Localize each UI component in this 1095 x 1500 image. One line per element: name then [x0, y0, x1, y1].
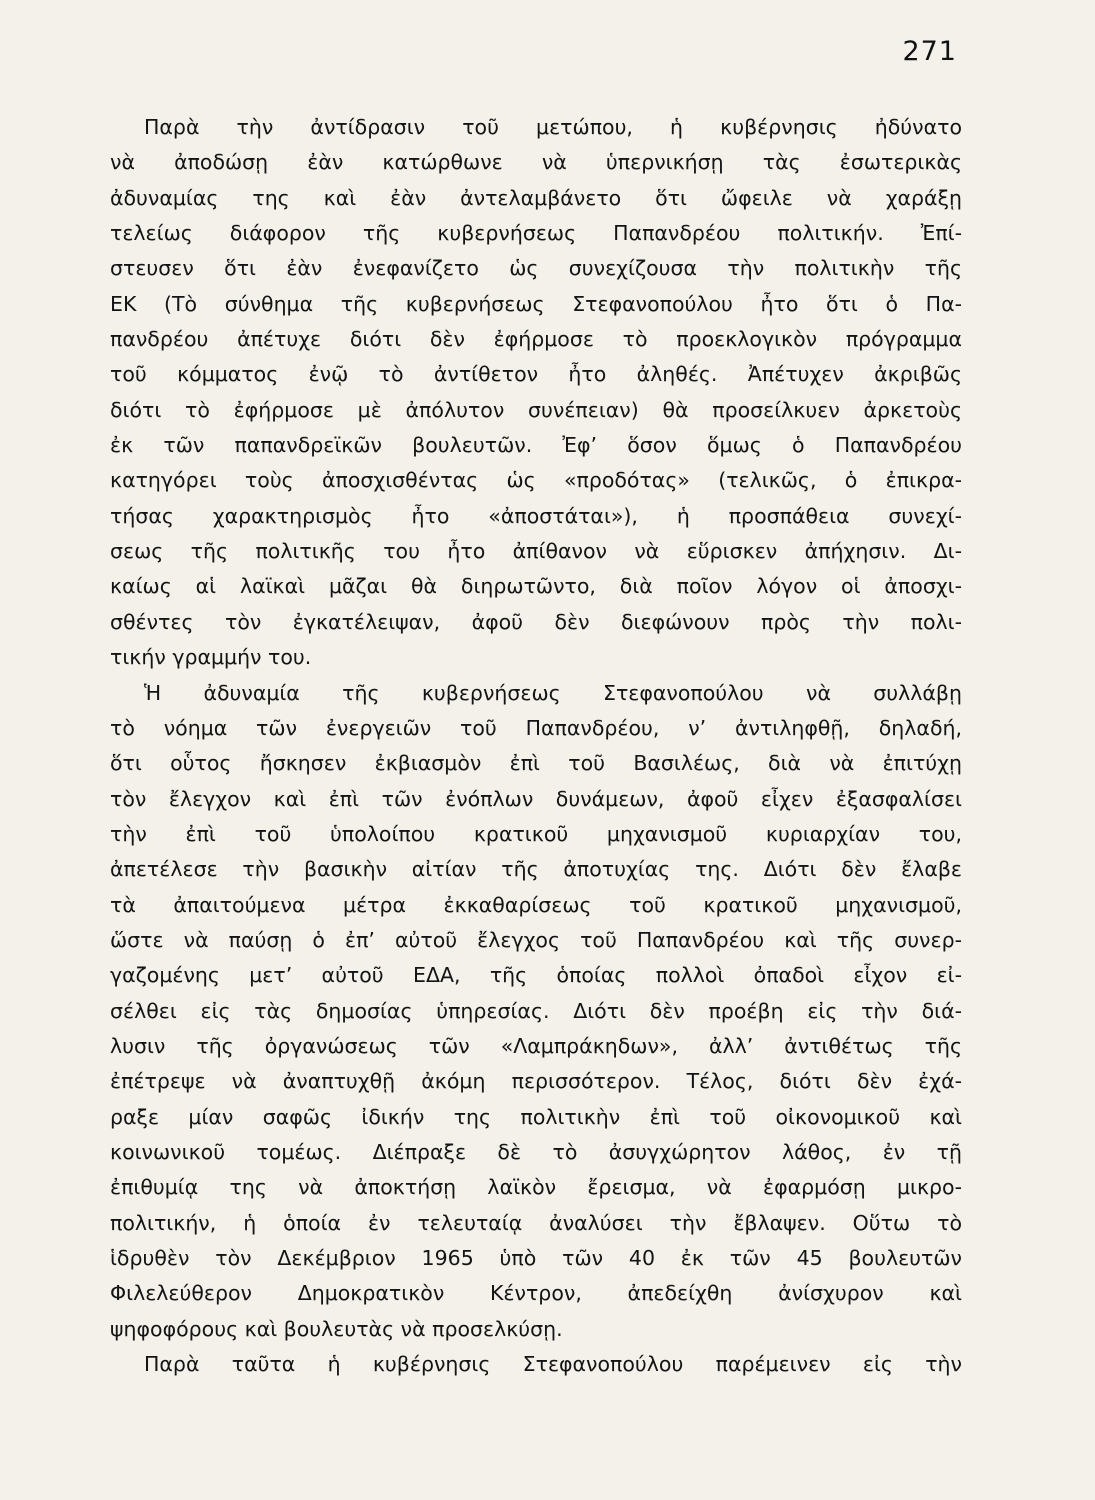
text-line: καίως αἱ λαϊκαὶ μᾶζαι θὰ διηρωτῶντο, διὰ ποῖον λόγον οἱ ἀποσχι-	[110, 574, 962, 599]
text-line: κατηγόρει τοὺς ἀποσχισθέντας ὡς «προδότας» (τελικῶς, ὁ ἐπικρα-	[110, 468, 962, 493]
text-line: Ἡ ἀδυναμία τῆς κυβερνήσεως Στεφανοπούλου νὰ συλλάβῃ	[144, 680, 962, 705]
text-line: τὸν ἔλεγχον καὶ ἐπὶ τῶν ἐνόπλων δυνάμεων, ἀφοῦ εἶχεν ἐξασφαλίσει	[110, 786, 962, 811]
text-line: διότι τὸ ἐφήρμοσε μὲ ἀπόλυτον συνέπειαν) θὰ προσείλκυεν ἀρκετοὺς	[110, 397, 962, 422]
text-line: ἐπιθυμίᾳ της νὰ ἀποκτήσῃ λαϊκὸν ἔρεισμα, νὰ ἐφαρμόσῃ μικρο-	[110, 1175, 962, 1200]
text-line: ὥστε νὰ παύσῃ ὁ ἐπ’ αὐτοῦ ἔλεγχος τοῦ Παπανδρέου καὶ τῆς συνερ-	[110, 927, 962, 952]
text-line: κοινωνικοῦ τομέως. Διέπραξε δὲ τὸ ἀσυγχώρητον λάθος, ἐν τῇ	[110, 1139, 962, 1164]
text-line: ὅτι οὗτος ἤσκησεν ἐκβιασμὸν ἐπὶ τοῦ Βασιλέως, διὰ νὰ ἐπιτύχῃ	[110, 751, 962, 776]
text-line: Παρὰ τὴν ἀντίδρασιν τοῦ μετώπου, ἡ κυβέρνησις ἠδύνατο	[144, 115, 962, 139]
text-line: σθέντες τὸν ἐγκατέλειψαν, ἀφοῦ δὲν διεφώνουν πρὸς τὴν πολι-	[110, 609, 962, 634]
body-text	[110, 110, 962, 1382]
text-line: ἀπετέλεσε τὴν βασικὴν αἰτίαν τῆς ἀποτυχίας της. Διότι δὲν ἔλαβε	[110, 857, 962, 882]
text-line: σεως τῆς πολιτικῆς του ἦτο ἀπίθανον νὰ εὕρισκεν ἀπήχησιν. Δι-	[110, 539, 962, 564]
text-line: ψηφοφόρους καὶ βουλευτὰς νὰ προσελκύσῃ.	[110, 1316, 563, 1341]
text-line: στευσεν ὅτι ἐὰν ἐνεφανίζετο ὡς συνεχίζουσα τὴν πολιτικὴν τῆς	[110, 256, 962, 281]
text-line: σέλθει εἰς τὰς δημοσίας ὑπηρεσίας. Διότι δὲν προέβη εἰς τὴν διά-	[110, 998, 962, 1023]
text-line: Φιλελεύθερον Δημοκρατικὸν Κέντρον, ἀπεδείχθη ἀνίσχυρον καὶ	[110, 1281, 962, 1306]
text-line: ἱδρυθὲν τὸν Δεκέμβριον 1965 ὑπὸ τῶν 40 ἐκ τῶν 45 βουλευτῶν	[110, 1246, 962, 1270]
text-line: τὸ νόημα τῶν ἐνεργειῶν τοῦ Παπανδρέου, ν’ ἀντιληφθῇ, δηλαδή,	[110, 715, 962, 740]
text-line: τελείως διάφορον τῆς κυβερνήσεως Παπανδρέου πολιτικήν. Ἐπί-	[110, 221, 962, 246]
text-line: τήσας χαρακτηρισμὸς ἦτο «ἀποστάται»), ἡ προσπάθεια συνεχί-	[110, 503, 962, 528]
paragraph-2	[110, 676, 962, 1348]
text-line: τὰ ἀπαιτούμενα μέτρα ἐκκαθαρίσεως τοῦ κρατικοῦ μηχανισμοῦ,	[110, 892, 962, 917]
text-line: λυσιν τῆς ὀργανώσεως τῶν «Λαμπράκηδων», ἀλλ’ ἀντιθέτως τῆς	[110, 1033, 962, 1058]
paragraph-1	[110, 110, 962, 676]
text-line: πανδρέου ἀπέτυχε διότι δὲν ἐφήρμοσε τὸ προεκλογικὸν πρόγραμμα	[110, 327, 962, 352]
text-line: Παρὰ ταῦτα ἡ κυβέρνησις Στεφανοπούλου παρέμεινεν εἰς τὴν	[144, 1352, 962, 1377]
text-line: ἀδυναμίας της καὶ ἐὰν ἀντελαμβάνετο ὅτι ὤφειλε νὰ χαράξῃ	[110, 185, 962, 210]
text-line: τοῦ κόμματος ἐνῷ τὸ ἀντίθετον ἦτο ἀληθές. Ἀπέτυχεν ἀκριβῶς	[110, 362, 962, 387]
text-line: ραξε μίαν σαφῶς ἰδικήν της πολιτικὴν ἐπὶ τοῦ οἰκονομικοῦ καὶ	[110, 1104, 962, 1129]
text-line: ἐπέτρεψε νὰ ἀναπτυχθῇ ἀκόμη περισσότερον. Τέλος, διότι δὲν ἐχά-	[110, 1069, 962, 1094]
text-line: νὰ ἀποδώσῃ ἐὰν κατώρθωνε νὰ ὑπερνικήσῃ τὰς ἐσωτερικὰς	[110, 150, 962, 175]
text-line: τικήν γραμμήν του.	[110, 645, 312, 670]
paragraph-3	[110, 1347, 962, 1382]
page-number: 271	[902, 36, 957, 67]
text-line: τὴν ἐπὶ τοῦ ὑπολοίπου κρατικοῦ μηχανισμοῦ κυριαρχίαν του,	[110, 821, 962, 846]
text-line: ἐκ τῶν παπανδρεϊκῶν βουλευτῶν. Ἐφ’ ὅσον ὅμως ὁ Παπανδρέου	[110, 433, 962, 458]
text-line: γαζομένης μετ’ αὐτοῦ ΕΔΑ, τῆς ὁποίας πολλοὶ ὀπαδοὶ εἶχον εἰ-	[110, 963, 962, 988]
text-line: πολιτικήν, ἡ ὁποία ἐν τελευταίᾳ ἀναλύσει τὴν ἔβλαψεν. Οὕτω τὸ	[110, 1210, 962, 1235]
text-line: ΕΚ (Τὸ σύνθημα τῆς κυβερνήσεως Στεφανοπούλου ἦτο ὅτι ὁ Πα-	[110, 291, 962, 316]
